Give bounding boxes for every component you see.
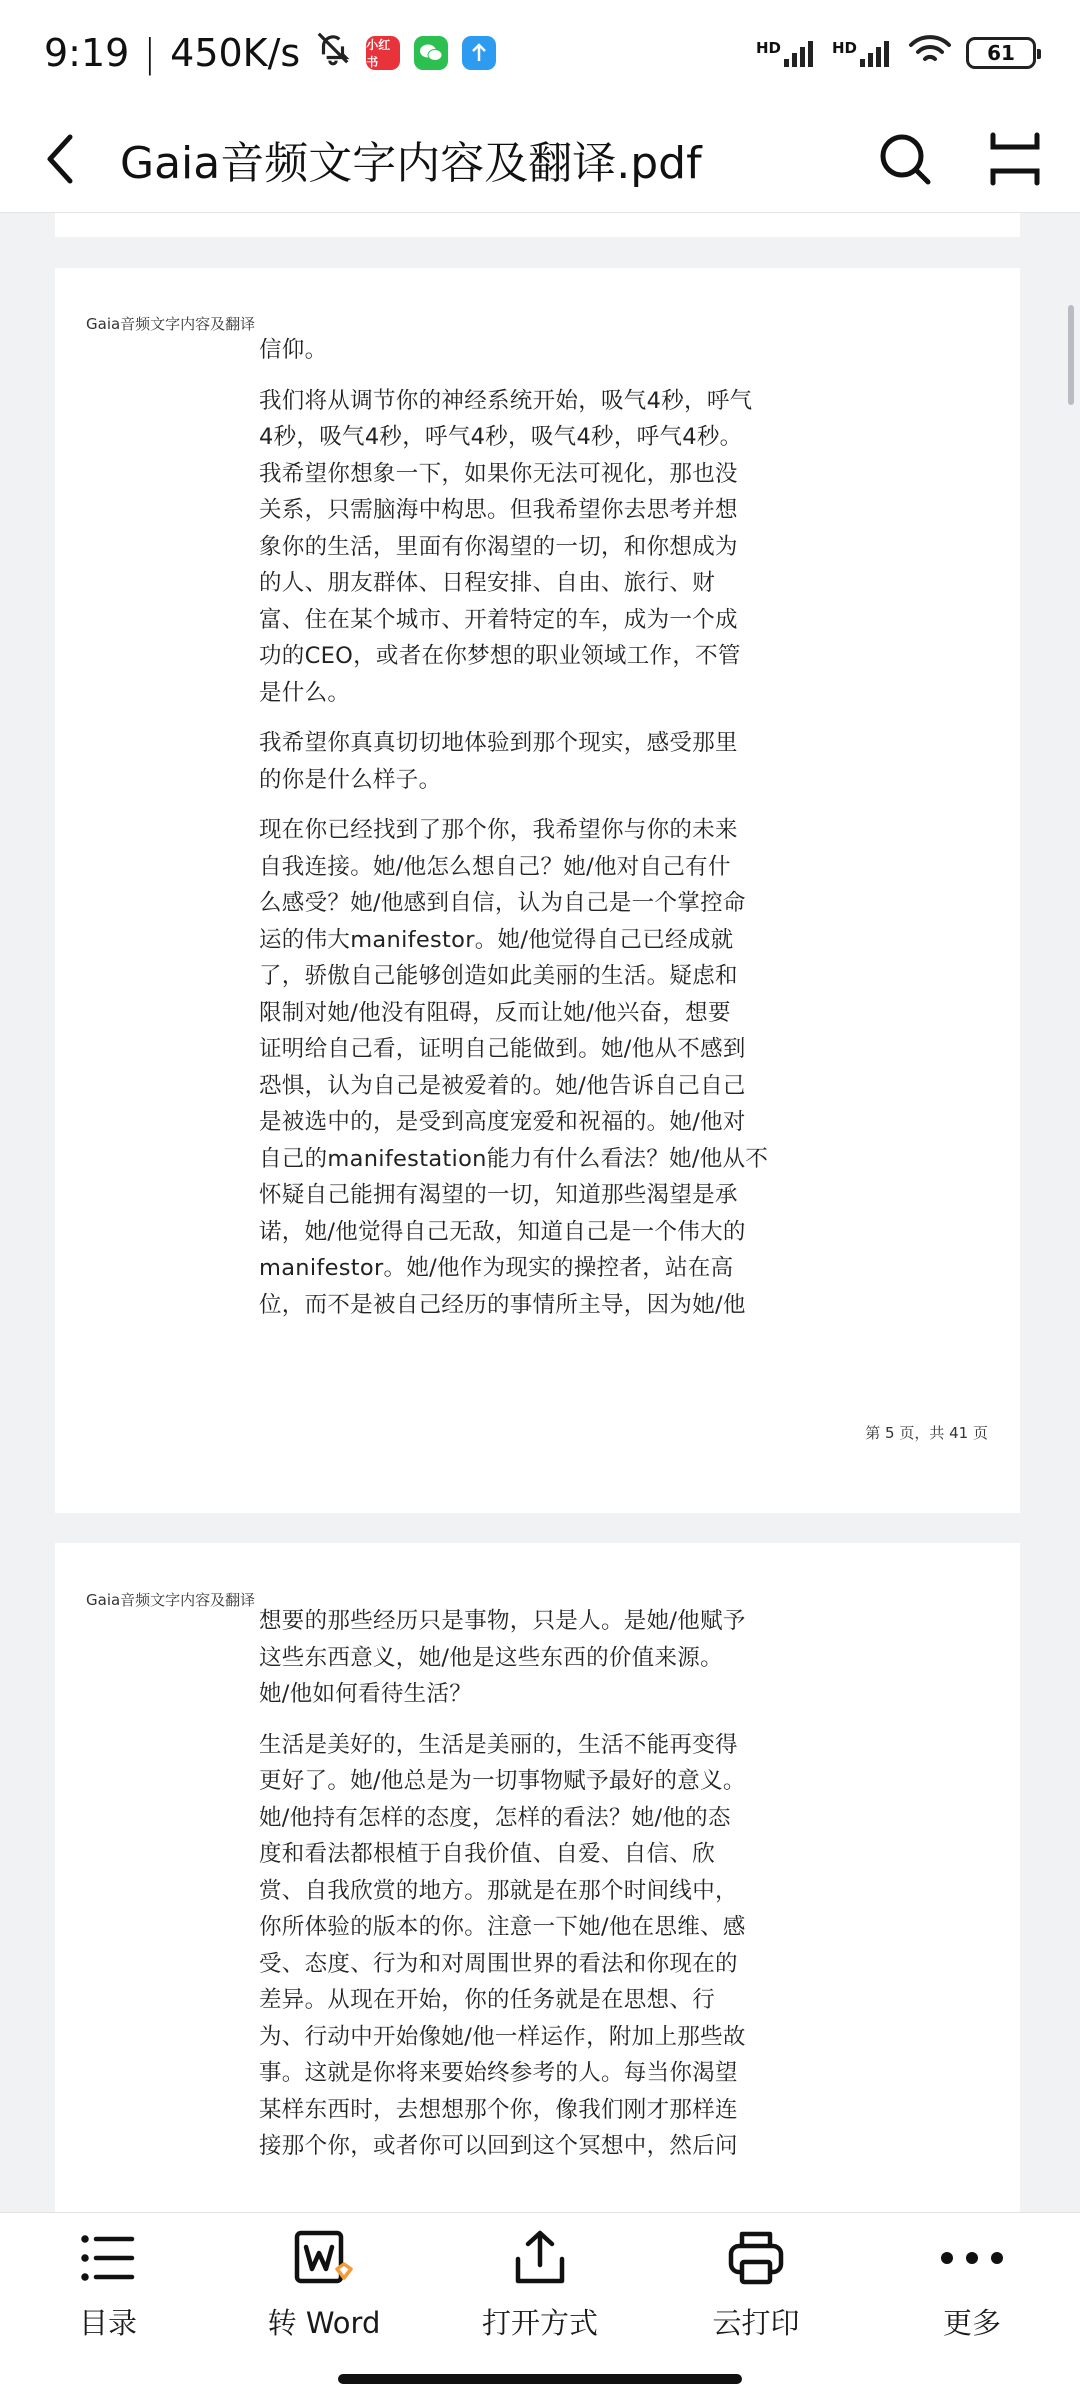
open-with-label: 打开方式 <box>481 2306 598 2340</box>
page-number: 第 5 页，共 41 页 <box>865 1424 988 1442</box>
convert-word-icon <box>293 2227 355 2289</box>
share-open-icon <box>512 2227 568 2289</box>
signal-icon-2 <box>832 39 894 67</box>
page-header: Gaia音频文字内容及翻译 <box>86 1591 256 1609</box>
search-icon <box>877 131 933 187</box>
page-header: Gaia音频文字内容及翻译 <box>86 315 256 333</box>
xiaohongshu-icon <box>366 36 400 70</box>
pdf-page <box>55 268 1020 1513</box>
open-with-button[interactable] <box>432 2213 648 2348</box>
bottom-toolbar <box>0 2212 1080 2400</box>
paragraph: 我们将从调节你的神经系统开始，吸气4秒，呼气 4秒，吸气4秒，呼气4秒，吸气4秒，呼气4秒。 我希望你想象一下，如果你无法可视化，那也没 关系，只需脑海中构思。但我希望你去思考并想 象你的生活，里面有你渴望的一切，和你想成为 的人、朋友群体、日程安排、自由、旅行、财 富、住在某个城市、开着特定的车，成为一个成 功的CEO，或者在你梦想的职业领域工作，不管 是什么。 <box>259 387 753 706</box>
status-divider: | <box>143 30 157 75</box>
previous-page-tail <box>55 213 1020 237</box>
title-bar <box>0 105 1080 213</box>
pdf-page <box>55 1543 1020 2213</box>
page-body <box>259 332 769 1337</box>
signal-hd-label-2: HD <box>831 38 857 57</box>
toc-label: 目录 <box>78 2306 137 2340</box>
convert-word-button[interactable] <box>216 2213 432 2348</box>
page-body <box>259 1603 769 2179</box>
document-title: Gaia音频文字内容及翻译.pdf <box>120 137 702 189</box>
wechat-icon <box>414 36 448 70</box>
signal-hd-label-1: HD <box>755 38 781 57</box>
paragraph: 现在你已经找到了那个你，我希望你与你的未来 自我连接。她/他怎么想自己？她/他对自己有什 么感受？她/他感到自信，认为自己是一个掌控命 运的伟大manifestor。她/他觉得自己已经成就 了，骄傲自己能够创造如此美丽的生活。疑虑和 限制对她/他没有阻碍，反而让她/他兴奋，想要 证明给自己看，证明自己能做到。她/他从不感到 恐惧，认为自己是被爱着的。她/他告诉自己自己 是被选中的，是受到高度宠爱和祝福的。她/他对 自己的manifestation能力有什么看法？她/他从不 怀疑自己能拥有渴望的一切，知道那些渴望是承 诺，她/他觉得自己无敌，知道自己是一个伟大的 manifestor。她/他作为现实的操控者，站在高 位，而不是被自己经历的事情所主导，因为她/他 <box>259 817 769 1318</box>
mute-bell-icon <box>314 29 352 76</box>
battery-icon <box>966 37 1036 69</box>
list-icon <box>80 2227 136 2289</box>
more-dots-icon <box>940 2227 1004 2289</box>
view-mode-icon <box>987 131 1043 187</box>
cloud-print-button[interactable] <box>648 2213 864 2348</box>
upload-app-icon <box>462 36 496 70</box>
signal-icon <box>756 39 818 67</box>
status-time: 9:19 <box>44 30 130 75</box>
status-bar <box>0 0 1080 105</box>
pdf-viewer[interactable] <box>0 213 1080 2213</box>
home-indicator[interactable] <box>338 2374 742 2384</box>
cloud-print-label: 云打印 <box>712 2306 800 2340</box>
battery-level: 61 <box>987 40 1015 65</box>
back-button[interactable] <box>0 105 120 213</box>
paragraph: 想要的那些经历只是事物，只是人。是她/他赋予 这些东西意义，她/他是这些东西的价值来源。 她/他如何看待生活？ <box>259 1608 746 1707</box>
printer-icon <box>727 2227 785 2289</box>
xiaohongshu-badge-label: 小红书 <box>366 37 391 69</box>
more-button[interactable] <box>864 2213 1080 2348</box>
paragraph: 我希望你真真切切地体验到那个现实，感受那里 的你是什么样子。 <box>259 730 738 793</box>
paragraph: 生活是美好的，生活是美丽的，生活不能再变得 更好了。她/他总是为一切事物赋予最好的意义。 她/他持有怎样的态度，怎样的看法？她/他的态 度和看法都根植于自我价值、自爱、自信、欣 赏、自我欣赏的地方。那就是在那个时间线中， 你所体验的版本的你。注意一下她/他在思维、感 受、态度、行为和对周围世界的看法和你现在的 差异。从现在开始，你的任务就是在思想、行 为、行动中开始像她/他一样运作，附加上那些故 事。这就是你将来要始终参考的人。每当你渴望 某样东西时，去想想那个你，像我们刚才那样连 接那个你，或者你可以回到这个冥想中，然后问 <box>259 1731 746 2159</box>
search-button[interactable] <box>850 105 960 213</box>
convert-word-label: 转 Word <box>267 2306 381 2340</box>
toc-button[interactable] <box>0 2213 216 2348</box>
more-label: 更多 <box>942 2306 1001 2340</box>
paragraph: 信仰。 <box>259 337 328 363</box>
scrollbar-thumb[interactable] <box>1068 305 1074 405</box>
view-mode-button[interactable] <box>960 105 1070 213</box>
back-icon <box>40 132 80 186</box>
wifi-icon <box>908 34 952 71</box>
status-network-speed: 450K/s <box>170 30 301 75</box>
